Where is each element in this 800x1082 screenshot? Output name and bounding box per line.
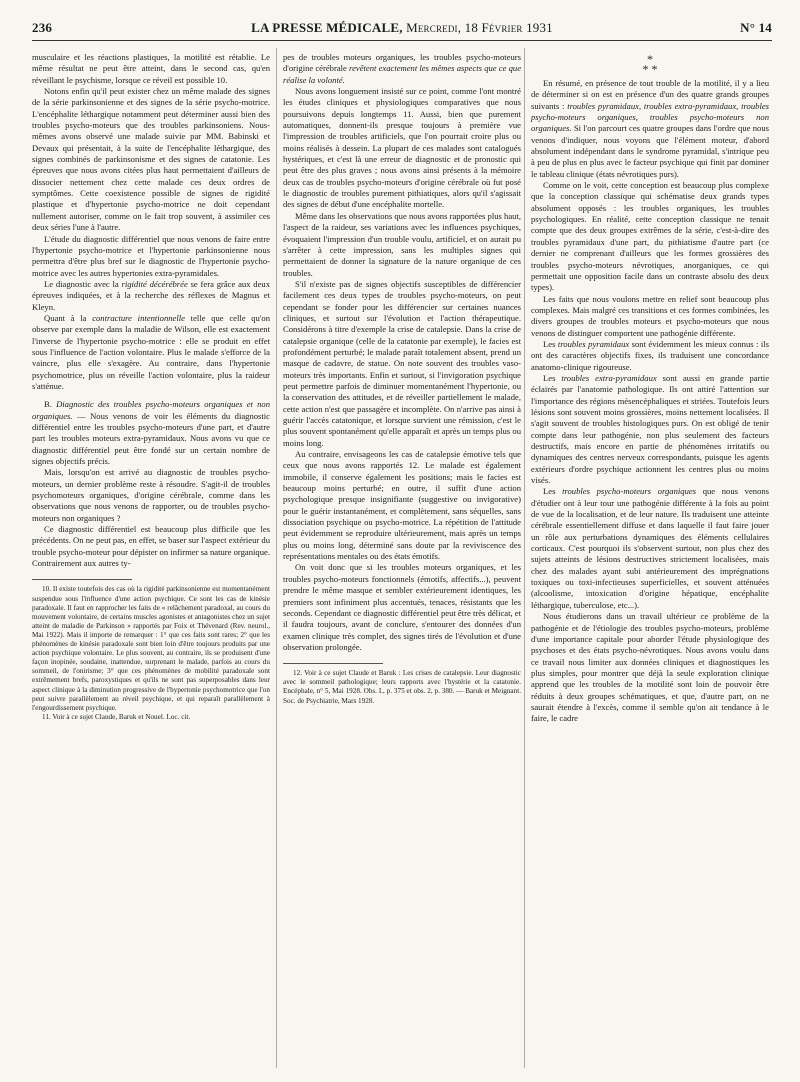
paragraph: Comme on le voit, cette conception est beaucoup plus complexe que la conception classique qui schématise deux grands types absolument opposés : les troubles organiques, les troubles psychologiques. En réalité, cette conception classique ne tenait compte que des deux groupes extrêmes de la série, c'est-à-dire des troubles pyramidaux d'une part, du pithiatisme d'autre part (ce dernier ne comprenant d'ailleurs que les formes grossières des troubles psycho-moteurs névrotiques, anorganiques, ce qui permettait une opposition facile dans un contraste absolu des deux types). (531, 180, 769, 293)
paragraph: Les troubles pyramidaux sont évidemment les mieux connus : ils ont des caractères objectifs fixes, ils traduisent une concordance anatomo-clinique rigoureuse. (531, 338, 769, 372)
paragraph: musculaire et les réactions plastiques, la motilité est rétablie. Le même résultat ne peut être atteint, dans le second cas, qu'en réveillant le psychisme, lorsque ce réveil est possible 10. (32, 52, 270, 85)
page-number: 236 (32, 20, 53, 35)
paragraph: Nous avons longuement insisté sur ce point, comme l'ont montré les études cliniques et physiologiques comparatives que nous poursuivons depuis longtemps 11. Aussi, bien que purement automatiques, donnent-ils presque toujours à première vue l'impression de troubles artificiels, que l'on pourrait croire plus ou moins réalisés à dessein. La plupart de ces malades sont catalogués hystériques, et c'est là une erreur de diagnostic et de pronostic qui peut être des plus graves ; nous avons ainsi présents à la mémoire deux cas de troubles psycho-moteurs d'origine cérébrale où fut posé le diagnostic de troubles purement pithiatiques, alors qu'il s'agissait des signes de début d'une encéphalite mortelle. (283, 86, 521, 210)
footnote-12: 12. Voir à ce sujet Claude et Baruk : Les crises de catalepsie. Leur diagnostic avec le sommeil pathologique; leurs rapports avec l'hystérie et la catatonie. Encéphale, n° 5, Mai 1928. Obs. I., p. 375 et obs. 2, p. 380. — Baruk et Meignant. Soc. de Psychiatrie, Mars 1928. (283, 669, 521, 705)
paragraph: Au contraire, envisageons les cas de catalepsie émotive tels que ceux que nous avons rapportés 12. Le malade est également immobile, il conserve également les positions; mais le facies est beaucoup moins perturbé; en outre, il suffit d'une action psychologique presque insignifiante (suggestive ou invigorative) pour le guérir instantanément, et complètement, sans séquelles, sans dissociation psychique ou psycho-motrice. La répétition de l'attitude peut évidemment se reproduire ultérieurement, mais après un temps plus ou moins long, déterminé sans doute par la reviviscence des représentations mentales ou des états émotifs. (283, 449, 521, 562)
footnote-11: 11. Voir à ce sujet Claude, Baruk et Nouel. Loc. cit. (42, 712, 191, 721)
column-1 (32, 52, 270, 1062)
paragraph: Le diagnostic avec la rigidité décérébrée se fera grâce aux deux épreuves indiquées, et à la recherche des réflexes de Magnus et Kleyn. (32, 278, 270, 312)
footnote-rule (283, 663, 383, 664)
asterism-separator: * * * (642, 52, 658, 76)
journal-name: LA PRESSE MÉDICALE, (251, 20, 403, 35)
paragraph: Quant à la contracture intentionnelle telle que celle qu'on observe par exemple dans la maladie de Wilson, elle est exactement l'inverse de l'hypertonie psycho-motrice : elle se produit en effet sous l'influence de l'action volontaire. Plus le malade s'efforce de la vaincre, plus elle s'exagère. Au contraire, dans l'hypertonie psychomotrice, plus on réveille l'action volontaire, plus la raideur s'atténue. (32, 312, 270, 391)
column-divider (276, 48, 277, 1068)
paragraph: L'étude du diagnostic différentiel que nous venons de faire entre l'hypertonie psycho-motrice et l'hypertonie parkinsonienne nous permettra d'être plus bref sur le diagnostic de l'hypertonie psycho-motrice avec les autres hypertonies extra-pyramidales. (32, 233, 270, 278)
paragraph: Nous étudierons dans un travail ultérieur ce problème de la pathogénie et de l'étiologie des troubles psycho-moteurs, problème d'une importance capitale pour aborder l'étude physiologique des psychoses et des états psycho-névrotiques. Nous avons voulu dans ce travail nous limiter aux données cliniques et diagnostiques les plus simples, pour montrer que déjà la seule exploration clinique apprend que les troubles de la motilité sont loin de pouvoir être réduits à deux groupes schématiques, et que, d'autre part, on ne saurait étendre à l'excès, comme il semble qu'on ait tendance à le faire, le cadre (531, 611, 769, 724)
paragraph: Mais, lorsqu'on est arrivé au diagnostic de troubles psycho-moteurs, un dernier problème reste à résoudre. S'agit-il de troubles psychomoteurs organiques, d'origine cérébrale, comme dans les observations que nous venons de rapporter, ou de troubles psycho-moteurs non organiques ? (32, 467, 270, 523)
issue-date: Mercredi, 18 Février 1931 (406, 20, 553, 35)
page-header (32, 18, 772, 41)
paragraph: Même dans les observations que nous avons rapportées plus haut, l'aspect de la raideur, ses variations avec les influences psychiques, évoquaient l'impression d'un trouble voulu, artificiel, et on aurait pu s'arrêter à cette impression, sans les multiples signes qui permettaient de donner la signature de la nature organique de ces troubles. (283, 210, 521, 278)
column-divider (524, 48, 525, 1068)
column-2 (283, 52, 521, 1062)
paragraph: pes de troubles moteurs organiques, les troubles psycho-moteurs d'origine cérébrale revêtent exactement les mêmes aspects que ce que réalise la volonté. (283, 52, 522, 85)
footnote-rule (32, 579, 132, 580)
footnotes (32, 585, 270, 721)
issue-number: N° 14 (740, 20, 772, 35)
paragraph: S'il n'existe pas de signes objectifs susceptibles de différencier facilement ces deux types de troubles psycho-moteurs, on peut cependant se fonder pour les différencier sur certaines nuances cliniques, et surtout sur l'évolution et l'action thérapeutique. Considérons à titre d'exemple la crise de catalepsie. Dans la crise de catalepsie organique (celle de la catatonie par exemple), le facies est profondément perturbé; le malade paraît totalement absent, prend un masque de cadavre, de statue. On note souvent des troubles vaso-moteurs très importants. Enfin et surtout, si l'invigoration psychique peut permettre parfois de diminuer momentanément l'hypertonie, ou la conservation des attitudes, et de réveiller partiellement le malade, cette action n'est que passagère et incomplète. On n'arrive pas ainsi à guérir l'accès catatonique, et lorsque survient une rémission, c'est le plus souvent spontanément qu'elle apparaît et après un temps plus ou moins long. (283, 278, 521, 448)
paragraph: On voit donc que si les troubles moteurs organiques, et les troubles psycho-moteurs fonctionnels (émotifs, affectifs...), peuvent prendre le même masque et sembler extérieurement identiques, les premiers sont infiniment plus accentués, tenaces, résistants que les seconds. Cependant ce diagnostic différentiel peut être très délicat, et il faudra toujours, avant de conclure, s'entourer des données d'un examen clinique très complet, des signes tirés de l'évolution et d'une observation prolongée. (283, 562, 521, 652)
journal-title (32, 20, 772, 36)
paragraph: Ce diagnostic différentiel est beaucoup plus difficile que les précédents. On ne peut pas, en effet, se baser sur l'aspect extérieur du trouble psycho-moteur pour dépister on infirmer sa nature organique. Contrairement aux autres ty- (32, 524, 270, 569)
paragraph: Les troubles extra-pyramidaux sont aussi en grande partie éclairés par l'anatomie pathologique. Ils ont attiré l'attention sur l'importance des régions mésencéphaliques et striées. Toutefois leurs lésions sont souvent moins grossières, moins nettement localisées. Il s'agit souvent de troubles histologiques purs. On est obligé de tenir compte dans leur pathogénie, non plus seulement des facteurs destructifs, mais encore en partie de phénomènes irritatifs ou dynamiques des centres nerveux correspondants, puisque les agents extérieurs d'ordre psychique actionnent les centres plus ou moins visés. (531, 372, 770, 486)
paragraph: Les faits que nous voulons mettre en relief sont beaucoup plus complexes. Mais malgré ces transitions et ces formes combinées, les divers groupes de troubles moteurs et psycho-moteurs que nous venons de distinguer comportent une pathogénie différente. (531, 293, 769, 338)
footnote-10: 10. Il existe toutefois des cas où la rigidité parkinsonienne est momentanément suspendue sous l'influence d'une action psychique. Ce sont les cas de kinésie paradoxale. Il faut en rapprocher les faits de « relâchement paradoxal, au cours du mouvement volontaire, de certains muscles agonistes et antagonistes chez un sujet atteint de maladie de Parkinson » rapportés par Foix et Thévenard (Rev. neurol., Mai 1922). Mais il importe de remarquer : 1° que ces faits sont rares; 2° que les phénomènes de kinésie paradoxale sont bien loin d'être toujours produits par une action psychique volontaire. Le plus souvent, au contraire, ils se produisent d'une façon inopinée, soudaine, inattendue, surprenant le malade, parfois au cours du sommeil, de l'onirisme; 3° que ces phénomènes de mobilité paradoxale sont extrêmement brefs, paroxystiques et qu'ils ne sont pas superposables dans leur aspect clinique à la diminution progressive de l'hypertonie psychomotrice que l'on peut suivre parallèlement au réveil psychique, et qui reparaît parallèlement à l'engourdissement psychique. (32, 585, 270, 712)
paragraph: En résumé, en présence de tout trouble de la motilité, il y a lieu de déterminer si on est en présence d'un des quatre grands groupes suivants : troubles pyramidaux, troubles extra-pyramidaux, troubles psycho-moteurs organiques, troubles psycho-moteurs non organiques. Si l'on parcourt ces quatre groupes dans l'ordre que nous venons d'indiquer, nous voyons que l'élément moteur, d'abord absolument indépendant dans le syndrome pyramidal, s'intrique peu à peu de plus en plus avec le facteur psychique qui finit par dominer le tableau clinique (états névrotiques purs). (531, 78, 769, 179)
column-3 (531, 52, 769, 1067)
paragraph: Notons enfin qu'il peut exister chez un même malade des signes de la série parkinsonienne et des signes de la série psycho-motrice. L'encéphalite léthargique notamment peut déterminer aussi bien des troubles psycho-moteurs que des troubles parkinsoniens. Nous-mêmes avons observé une malade suivie par MM. Babinski et Devaux qui présentait, à la suite de l'encéphalite léthargique, des signes combinés de parkinsonisme et des signes de catatonie. Les épreuves que nous avons citées plus haut permettaient d'ailleurs de dissocier nettement chez cette malade ces deux ordres de symptômes. Cette coexistence possible de signes de rigidité plastique et d'hypertonie psycho-motrice ne doit cependant nullement autoriser, comme on le fait trop souvent, à assimiler ces deux séries l'une à l'autre. (32, 86, 270, 233)
section-heading-paragraph: B. Diagnostic des troubles psycho-moteurs organiques et non organiques. — Nous venons de voir les éléments du diagnostic différentiel entre les troubles psycho-moteurs d'une part, et d'autre part les troubles moteurs extra-pyramidaux. Nous avons vu que ce diagnostic différentiel peut être fondé sur un certain nombre de signes objectifs précis. (32, 399, 270, 467)
footnotes (283, 669, 521, 705)
paragraph: Les troubles psycho-moteurs organiques que nous venons d'étudier ont à leur tour une pathogénie différente à la fois au point de vue de la localisation, et de leur nature. Ils traduisent une atteinte cérébrale essentiellement diffuse et dans laquelle il faut faire jouer un rôle aux perturbations dynamiques des éléments cellulaires corticaux. C'est pourquoi ils s'observent surtout, non plus chez des sujets atteints de lésions destructives strictement localisées, mais chez des malades ayant subi antérieurement des imprégnations toxiques ou toxi-infectieuses superficielles, et souvent atténuées (alcoolisme, intoxication d'origine hépatique, encéphalite léthargique, tuberculose, etc...). (531, 486, 770, 610)
